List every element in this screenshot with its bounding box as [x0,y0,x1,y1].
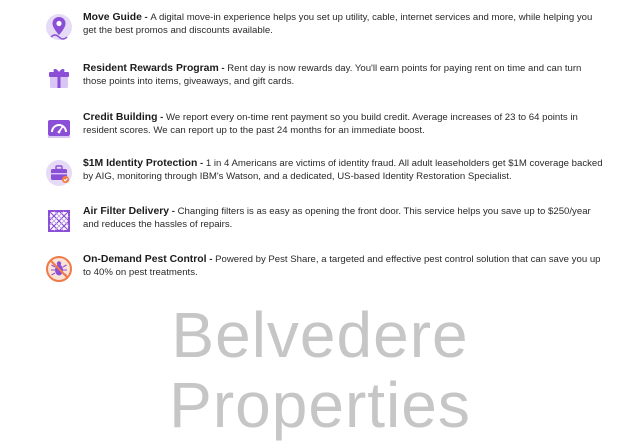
feature-pest-control [44,254,604,284]
feature-title: Air Filter Delivery [83,206,170,217]
air-filter-icon [44,206,74,236]
credit-gauge-icon [44,112,74,142]
feature-description: We report every on-time rent payment so you build credit. Average increases of 23 to 64 points in resident scores. We can report up to the past 24 months for an immediate boost. [83,112,578,136]
feature-separator: - [141,12,151,23]
feature-separator: - [197,158,206,169]
feature-text [83,158,604,183]
feature-text [83,63,604,88]
feature-credit-building [44,112,604,142]
feature-separator: - [169,206,178,217]
feature-description: 1 in 4 Americans are victims of identity fraud. All adult leaseholders get $1M coverage backed by AIG, monitoring through IBM's Watson, and a dedicated, US-based Identity Restoration Specialist. [83,158,603,182]
feature-text [83,254,604,279]
feature-description: Powered by Pest Share, a targeted and effective pest control solution that can save you up to 40% on pest treatments. [83,254,601,278]
route-pin-icon [44,12,74,42]
feature-air-filter [44,206,604,236]
feature-title: $1M Identity Protection [83,158,198,169]
feature-description: Rent day is now rewards day. You'll earn points for paying rent on time and can turn those points into items, giveaways, and gift cards. [83,63,582,87]
feature-identity-protection [44,158,604,188]
feature-title: Move Guide [83,12,142,23]
brand-line-1: Belvedere [171,299,469,371]
feature-text [83,112,604,137]
feature-separator: - [206,254,216,265]
feature-description: Changing filters is as easy as opening the front door. This service helps you save up to $250/year and reduces the hassles of repairs. [83,206,591,230]
feature-resident-rewards [44,63,604,93]
feature-separator: - [218,63,228,74]
feature-separator: - [157,112,166,123]
gift-icon [44,63,74,93]
feature-text [83,206,604,231]
feature-title: Resident Rewards Program [83,63,219,74]
identity-briefcase-icon [44,158,74,188]
brand-line-2: Properties [169,369,471,441]
feature-title: Credit Building [83,112,158,123]
feature-description: A digital move-in experience helps you set up utility, cable, internet services and more, while helping you get the best promos and discounts available. [83,12,593,36]
feature-text [83,12,604,37]
no-bug-icon [44,254,74,284]
feature-move-guide [44,12,604,42]
brand-wordmark [0,300,640,440]
feature-title: On-Demand Pest Control [83,254,207,265]
